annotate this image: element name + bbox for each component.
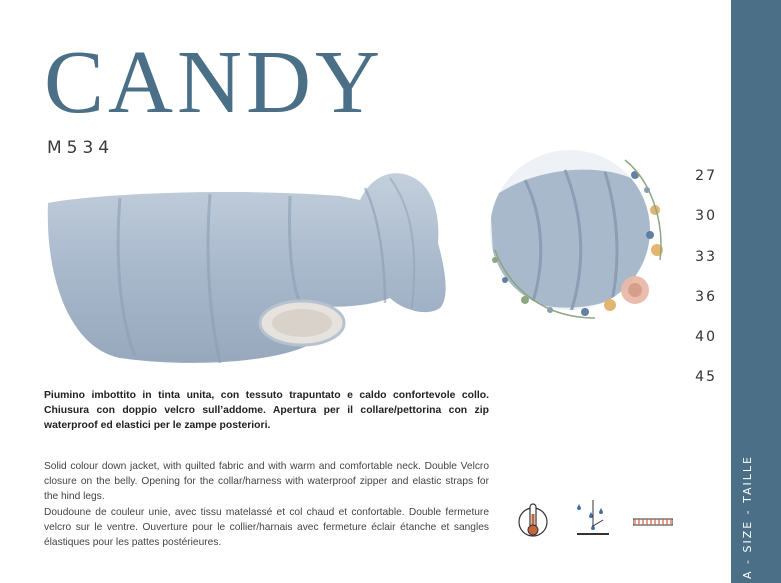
product-code: M534 [47, 138, 115, 158]
description-french: Doudoune de couleur unie, avec tissu matelassé et col chaud et confortable. Double fermeture velcro sur le ventre. Ouverture pour le collier/harnais avec fermeture éclair étanche et sangles élastiques pour les pattes postérieures. [44, 507, 489, 548]
size-value: 27 [695, 168, 717, 184]
thermometer-icon [515, 498, 551, 542]
closeup-image [485, 140, 675, 335]
size-value: 40 [695, 329, 717, 346]
size-value: 36 [695, 288, 717, 305]
product-title: CANDY [44, 33, 385, 132]
description-italian: Piumino imbottito in tinta unita, con tessuto trapuntato e caldo confortevole collo. Chiusura con doppio velcro sull’addome. Apertura per il collare/pettorina con zip waterproof ed elastici per le zampe posteriori. [44, 390, 489, 431]
size-value: 30 [695, 208, 717, 225]
jacket-image [40, 158, 455, 368]
description-english: Solid colour down jacket, with quilted fabric and with warm and comfortable neck. Double Velcro closure on the belly. Opening for the collar/harness with waterproof zipper and elastic straps for the hind legs. [44, 461, 489, 502]
zipper-icon [633, 516, 673, 528]
size-sidebar [731, 0, 781, 583]
sidebar-label: A - SIZE - TAILLE [741, 454, 754, 579]
size-value: 33 [695, 248, 717, 265]
size-value: 45 [695, 369, 717, 386]
feature-icons [515, 498, 675, 543]
waterproof-icon [571, 498, 615, 542]
